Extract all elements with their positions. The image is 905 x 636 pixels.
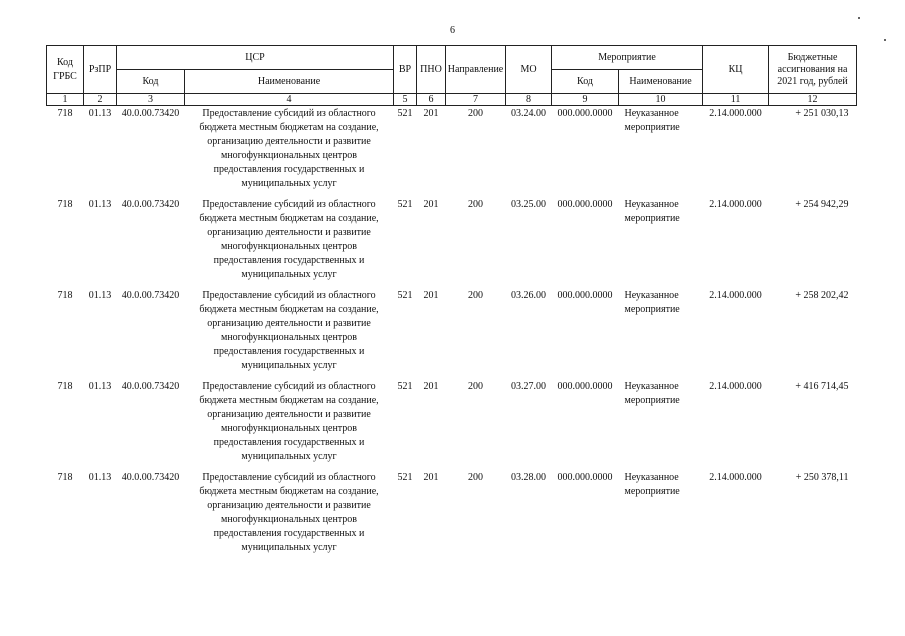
header-measure-code: Код — [552, 70, 619, 94]
cell-vr: 521 — [397, 199, 413, 210]
cell-mo: 03.26.00 — [511, 290, 547, 301]
cell-measure-name: Неуказанное мероприятие — [624, 290, 680, 315]
cell-csr-name: Предоставление субсидий из областного бюджета местным бюджетам на создание, организацию деятельности и развитие многофункциональных центров предоставления государственных и муниципальных услуг — [199, 290, 379, 371]
cell-measure-code: 000.000.0000 — [557, 108, 613, 119]
cell-amount: + 254 942,29 — [795, 199, 849, 210]
header-grbs: Код ГРБС — [47, 46, 84, 94]
cell-direction: 200 — [468, 108, 484, 119]
header-direction: Направление — [446, 46, 506, 94]
cell-mo: 03.27.00 — [511, 381, 547, 392]
cell-measure-code: 000.000.0000 — [557, 472, 613, 483]
column-number: 8 — [506, 94, 552, 106]
cell-kc: 2.14.000.000 — [709, 108, 762, 119]
cell-rzpr: 01.13 — [88, 290, 112, 301]
header-measure: Мероприятие — [552, 46, 703, 70]
cell-pno: 201 — [423, 381, 439, 392]
cell-direction: 200 — [468, 199, 484, 210]
column-number: 11 — [703, 94, 769, 106]
scan-speck — [858, 17, 860, 19]
cell-kc: 2.14.000.000 — [709, 199, 762, 210]
cell-mo: 03.28.00 — [511, 472, 547, 483]
cell-direction: 200 — [468, 381, 484, 392]
column-number: 2 — [84, 94, 117, 106]
cell-amount: + 258 202,42 — [795, 290, 849, 301]
column-number: 4 — [185, 94, 394, 106]
header-vr: ВР — [394, 46, 417, 94]
header-kc: КЦ — [703, 46, 769, 94]
column-number: 7 — [446, 94, 506, 106]
cell-csr-name: Предоставление субсидий из областного бюджета местным бюджетам на создание, организацию деятельности и развитие многофункциональных центров предоставления государственных и муниципальных услуг — [199, 381, 379, 462]
cell-grbs: 718 — [57, 472, 73, 483]
cell-csr-code: 40.0.00.73420 — [121, 290, 180, 301]
header-budget: Бюджетные ассигнования на 2021 год, рублей — [769, 46, 857, 94]
cell-grbs: 718 — [57, 108, 73, 119]
cell-kc: 2.14.000.000 — [709, 290, 762, 301]
cell-measure-name: Неуказанное мероприятие — [624, 199, 680, 224]
cell-csr-name: Предоставление субсидий из областного бюджета местным бюджетам на создание, организацию деятельности и развитие многофункциональных центров предоставления государственных и муниципальных услуг — [199, 472, 379, 553]
cell-measure-name: Неуказанное мероприятие — [624, 108, 680, 133]
header-rzpr: РзПР — [84, 46, 117, 94]
column-number: 12 — [769, 94, 857, 106]
table-row — [47, 288, 857, 379]
header-csr-name: Наименование — [185, 70, 394, 94]
cell-rzpr: 01.13 — [88, 199, 112, 210]
cell-amount: + 416 714,45 — [795, 381, 849, 392]
cell-direction: 200 — [468, 290, 484, 301]
header-csr-code: Код — [117, 70, 185, 94]
cell-vr: 521 — [397, 472, 413, 483]
cell-rzpr: 01.13 — [88, 381, 112, 392]
header-measure-name: Наименование — [619, 70, 703, 94]
cell-csr-name: Предоставление субсидий из областного бюджета местным бюджетам на создание, организацию деятельности и развитие многофункциональных центров предоставления государственных и муниципальных услуг — [199, 108, 379, 189]
column-number: 3 — [117, 94, 185, 106]
cell-mo: 03.25.00 — [511, 199, 547, 210]
table-row — [47, 197, 857, 288]
cell-kc: 2.14.000.000 — [709, 472, 762, 483]
column-number: 6 — [417, 94, 446, 106]
cell-grbs: 718 — [57, 290, 73, 301]
column-number: 10 — [619, 94, 703, 106]
cell-rzpr: 01.13 — [88, 472, 112, 483]
cell-measure-code: 000.000.0000 — [557, 290, 613, 301]
cell-grbs: 718 — [57, 199, 73, 210]
column-number: 9 — [552, 94, 619, 106]
cell-vr: 521 — [397, 108, 413, 119]
cell-measure-code: 000.000.0000 — [557, 381, 613, 392]
budget-table — [46, 45, 857, 561]
cell-pno: 201 — [423, 472, 439, 483]
cell-grbs: 718 — [57, 381, 73, 392]
cell-csr-code: 40.0.00.73420 — [121, 199, 180, 210]
header-pno: ПНО — [417, 46, 446, 94]
cell-pno: 201 — [423, 290, 439, 301]
cell-direction: 200 — [468, 472, 484, 483]
cell-csr-code: 40.0.00.73420 — [121, 381, 180, 392]
cell-kc: 2.14.000.000 — [709, 381, 762, 392]
cell-measure-name: Неуказанное мероприятие — [624, 472, 680, 497]
cell-measure-code: 000.000.0000 — [557, 199, 613, 210]
table-row — [47, 106, 857, 198]
table-row — [47, 470, 857, 561]
header-csr: ЦСР — [117, 46, 394, 70]
cell-pno: 201 — [423, 108, 439, 119]
cell-mo: 03.24.00 — [511, 108, 547, 119]
cell-vr: 521 — [397, 381, 413, 392]
page-number: 6 — [450, 25, 455, 36]
cell-amount: + 250 378,11 — [795, 472, 849, 483]
cell-rzpr: 01.13 — [88, 108, 112, 119]
cell-pno: 201 — [423, 199, 439, 210]
cell-measure-name: Неуказанное мероприятие — [624, 381, 680, 406]
table-row — [47, 379, 857, 470]
cell-vr: 521 — [397, 290, 413, 301]
column-number: 5 — [394, 94, 417, 106]
cell-csr-code: 40.0.00.73420 — [121, 108, 180, 119]
cell-amount: + 251 030,13 — [795, 108, 849, 119]
cell-csr-code: 40.0.00.73420 — [121, 472, 180, 483]
cell-csr-name: Предоставление субсидий из областного бюджета местным бюджетам на создание, организацию деятельности и развитие многофункциональных центров предоставления государственных и муниципальных услуг — [199, 199, 379, 280]
scan-speck — [884, 39, 886, 41]
column-number: 1 — [47, 94, 84, 106]
header-mo: МО — [506, 46, 552, 94]
